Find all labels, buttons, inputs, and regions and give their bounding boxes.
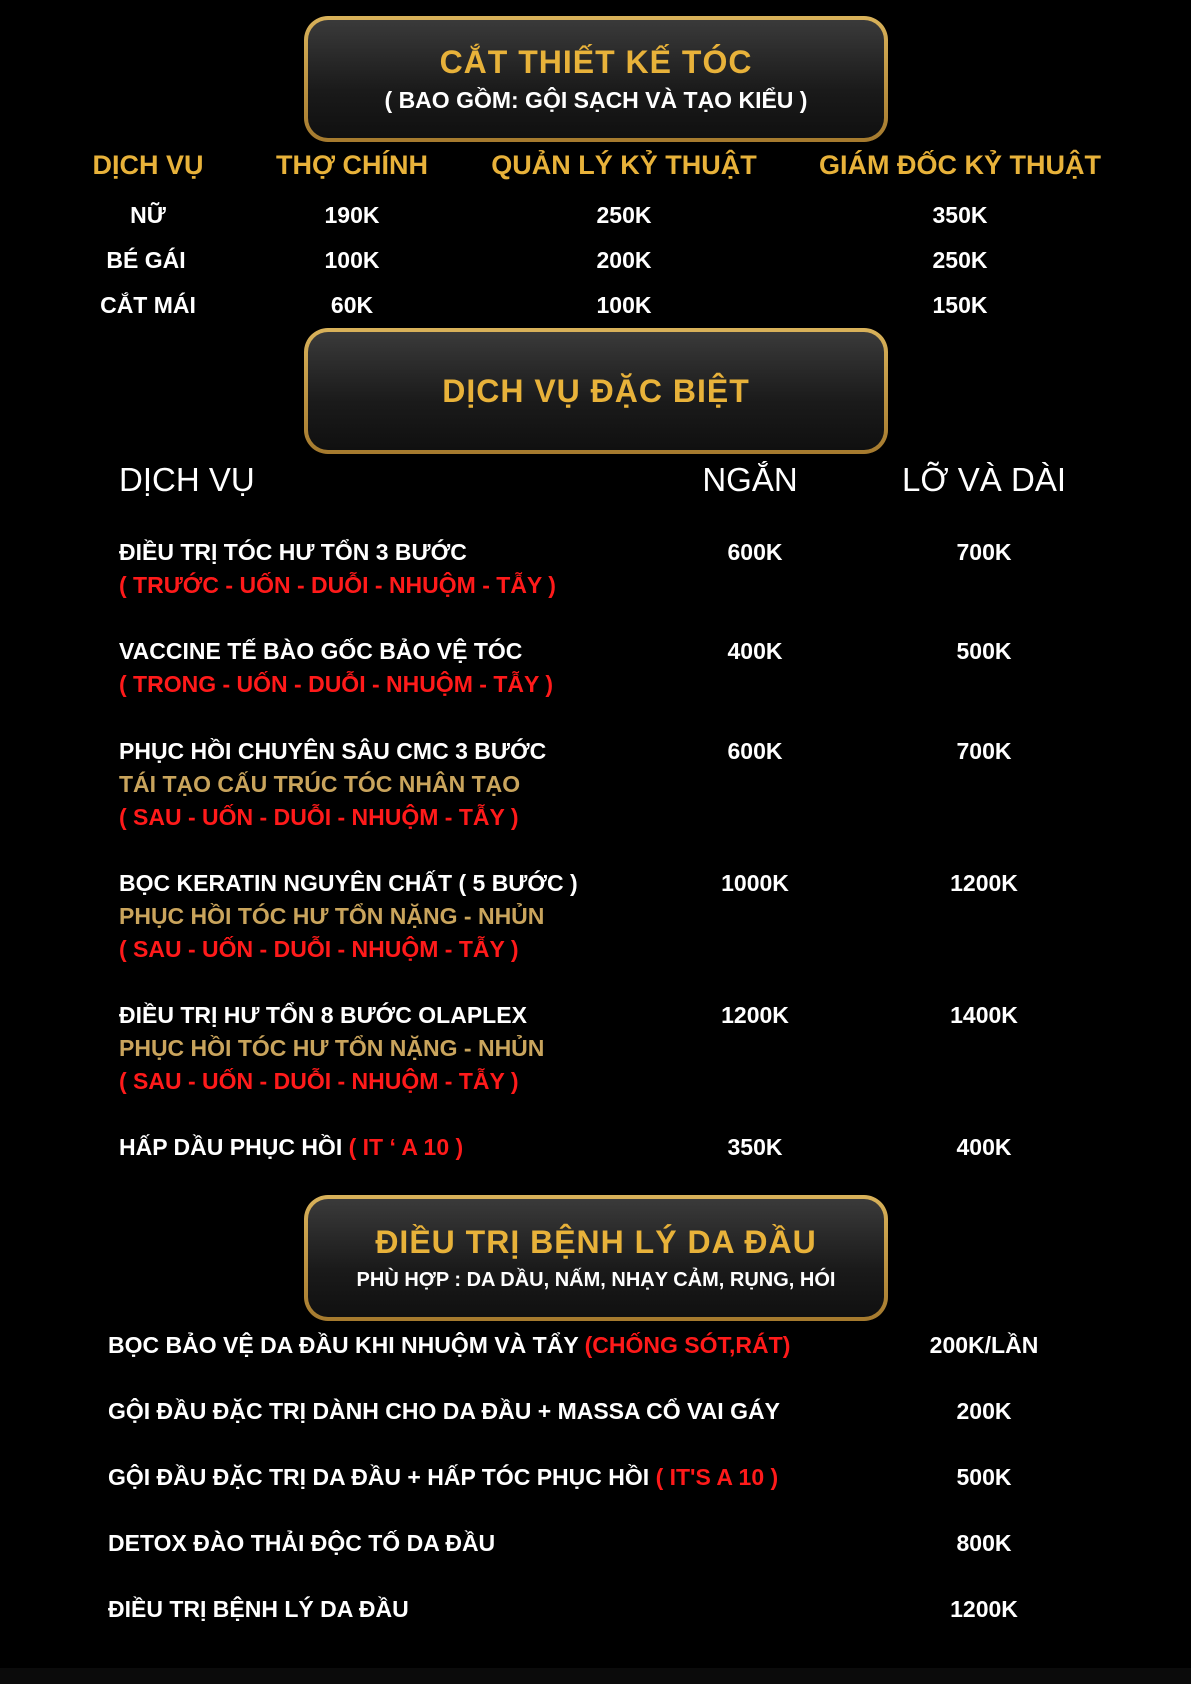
- scalp-item-tag: ( IT'S A 10 ): [655, 1464, 779, 1490]
- haircut-title: CẮT THIẾT KẾ TÓC: [439, 44, 753, 80]
- col-header-long: LỠ VÀ DÀI: [901, 461, 1067, 498]
- service-steps: ( TRONG - UỐN - DUỖI - NHUỘM - TẪY ): [119, 671, 553, 697]
- price-cell: 250K: [596, 202, 652, 228]
- price-long: 400K: [956, 1134, 1012, 1160]
- special-services-badge: [304, 328, 888, 454]
- price-cell: 150K: [932, 292, 988, 318]
- col-header-short: NGẮN: [702, 461, 798, 498]
- price-short: 600K: [727, 738, 783, 764]
- scalp-item-name: GỘI ĐẦU ĐẶC TRỊ DÀNH CHO DA ĐẦU + MASSA CỔ VAI GÁY: [108, 1398, 780, 1424]
- row-label-women: NỮ: [130, 202, 166, 228]
- service-name: ĐIỀU TRỊ TÓC HƯ TỔN 3 BƯỚC: [119, 539, 467, 565]
- service-item: [119, 536, 556, 602]
- bottom-border: [0, 1668, 1191, 1684]
- scalp-item: [108, 1464, 778, 1491]
- price-cell: 100K: [324, 247, 380, 273]
- scalp-item: [108, 1596, 409, 1623]
- scalp-item-price: 500K: [956, 1464, 1012, 1490]
- price-short: 400K: [727, 638, 783, 664]
- price-long: 1200K: [950, 870, 1018, 896]
- service-name: BỌC KERATIN NGUYÊN CHẤT ( 5 BƯỚC ): [119, 870, 578, 896]
- service-item: [119, 867, 578, 966]
- service-name: ĐIỀU TRỊ HƯ TỔN 8 BƯỚC OLAPLEX: [119, 1002, 527, 1028]
- scalp-treatment-title: ĐIỀU TRỊ BỆNH LÝ DA ĐẦU: [375, 1224, 817, 1260]
- price-long: 700K: [956, 539, 1012, 565]
- scalp-item-name: BỌC BẢO VỆ DA ĐẦU KHI NHUỘM VÀ TẨY: [108, 1332, 579, 1358]
- scalp-item-price: 1200K: [950, 1596, 1018, 1622]
- row-label-bangs: CẮT MÁI: [100, 292, 196, 318]
- col-header-tech-director: GIÁM ĐỐC KỶ THUẬT: [819, 150, 1101, 180]
- scalp-item: [108, 1332, 790, 1359]
- scalp-treatment-badge: [304, 1195, 888, 1321]
- service-steps: ( SAU - UỐN - DUỖI - NHUỘM - TẪY ): [119, 1068, 519, 1094]
- col-header-tech-manager: QUẢN LÝ KỶ THUẬT: [491, 150, 757, 180]
- scalp-item-name: ĐIỀU TRỊ BỆNH LÝ DA ĐẦU: [108, 1596, 409, 1622]
- scalp-treatment-subtitle: PHÙ HỢP : DA DẦU, NẤM, NHẠY CẢM, RỤNG, HÓI: [356, 1269, 836, 1291]
- service-name: VACCINE TẾ BÀO GỐC BẢO VỆ TÓC: [119, 638, 523, 664]
- service-item: [119, 635, 553, 701]
- service-tag: ( IT ‘ A 10 ): [348, 1134, 464, 1160]
- service-item: [119, 735, 546, 834]
- service-steps: ( SAU - UỐN - DUỖI - NHUỘM - TẪY ): [119, 804, 519, 830]
- haircut-title-badge: [304, 16, 888, 142]
- price-short: 600K: [727, 539, 783, 565]
- price-long: 700K: [956, 738, 1012, 764]
- scalp-item-price: 800K: [956, 1530, 1012, 1556]
- col-header-service: DỊCH VỤ: [92, 150, 204, 180]
- service-item: [119, 999, 544, 1098]
- price-cell: 190K: [324, 202, 380, 228]
- price-cell: 200K: [596, 247, 652, 273]
- col-header-service: DỊCH VỤ: [119, 461, 255, 498]
- scalp-item-price: 200K/LẦN: [929, 1332, 1039, 1358]
- special-services-title: DỊCH VỤ ĐẶC BIỆT: [442, 372, 750, 409]
- price-long: 1400K: [950, 1002, 1018, 1028]
- scalp-item-name: GỘI ĐẦU ĐẶC TRỊ DA ĐẦU + HẤP TÓC PHỤC HỒI: [108, 1464, 650, 1490]
- scalp-item-price: 200K: [956, 1398, 1012, 1424]
- service-item: [119, 1131, 463, 1164]
- service-note: PHỤC HỒI TÓC HƯ TỔN NẶNG - NHỦN: [119, 1035, 545, 1061]
- haircut-subtitle: ( BAO GỒM: GỘI SẠCH VÀ TẠO KIỂU ): [384, 87, 808, 113]
- price-short: 350K: [727, 1134, 783, 1160]
- service-steps: ( SAU - UỐN - DUỖI - NHUỘM - TẪY ): [119, 936, 519, 962]
- price-cell: 250K: [932, 247, 988, 273]
- service-name: HẤP DẦU PHỤC HỒI: [119, 1134, 343, 1160]
- price-cell: 350K: [932, 202, 988, 228]
- price-short: 1200K: [721, 1002, 789, 1028]
- col-header-main-stylist: THỢ CHÍNH: [275, 150, 429, 180]
- service-steps: ( TRƯỚC - UỐN - DUỖI - NHUỘM - TẪY ): [119, 572, 556, 598]
- price-short: 1000K: [721, 870, 789, 896]
- scalp-item: [108, 1530, 495, 1557]
- service-note: PHỤC HỒI TÓC HƯ TỔN NẶNG - NHỦN: [119, 903, 545, 929]
- service-note: TÁI TẠO CẤU TRÚC TÓC NHÂN TẠO: [119, 771, 521, 797]
- row-label-girls: BÉ GÁI: [106, 247, 186, 273]
- service-name: PHỤC HỒI CHUYÊN SÂU CMC 3 BƯỚC: [119, 738, 547, 764]
- price-cell: 100K: [596, 292, 652, 318]
- price-long: 500K: [956, 638, 1012, 664]
- scalp-item-name: DETOX ĐÀO THẢI ĐỘC TỐ DA ĐẦU: [108, 1530, 496, 1556]
- price-cell: 60K: [330, 292, 374, 318]
- scalp-item-tag: (CHỐNG SÓT,RÁT): [584, 1332, 791, 1358]
- scalp-item: [108, 1398, 780, 1425]
